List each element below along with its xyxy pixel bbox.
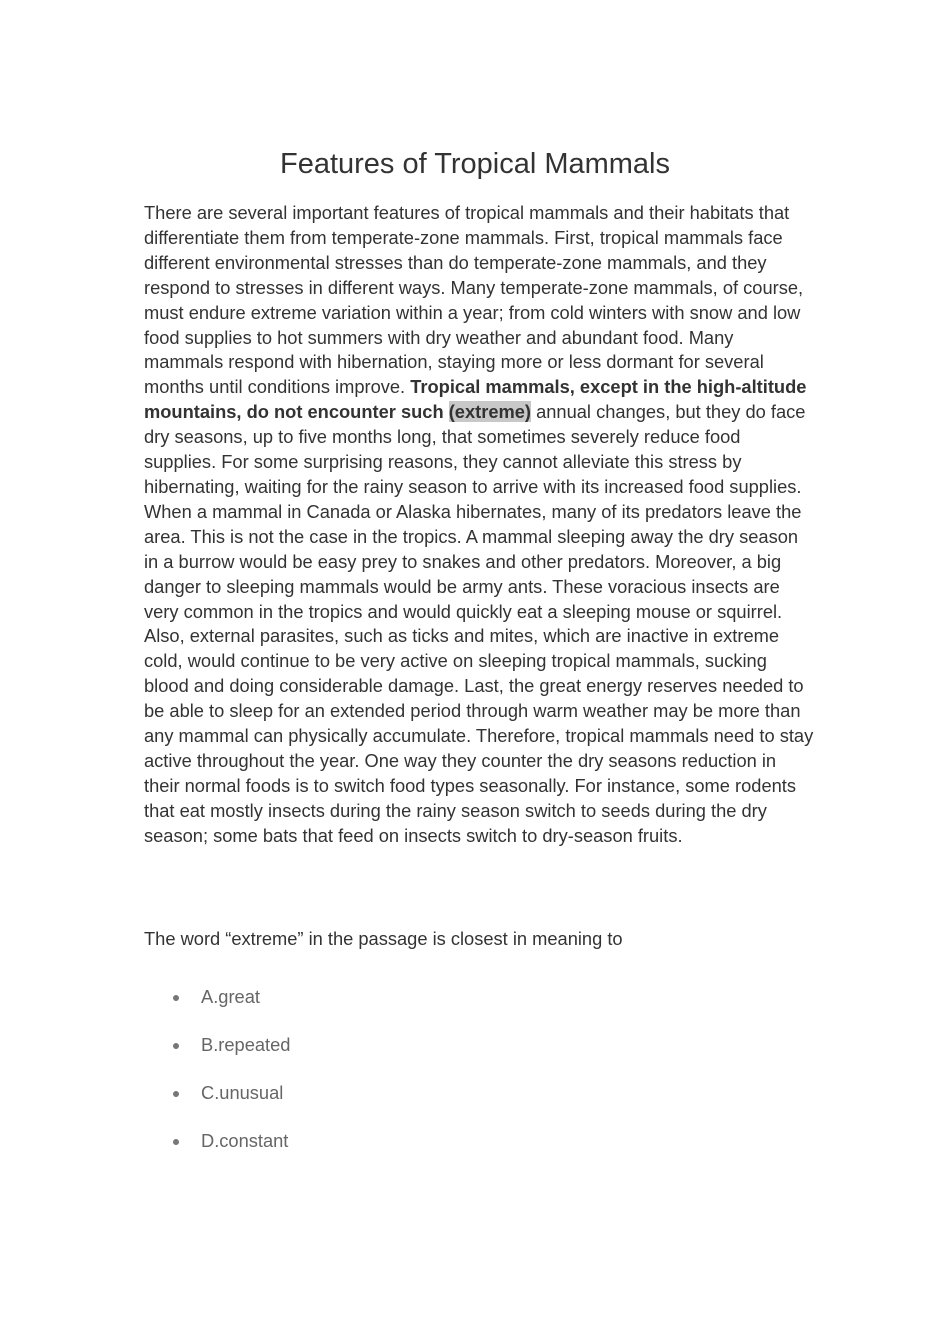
option-b[interactable] <box>0 1031 400 1061</box>
passage-text <box>144 201 816 849</box>
bullet-icon <box>173 1091 179 1097</box>
bullet-icon <box>173 995 179 1001</box>
passage-part-2: annual changes, but they do face dry seasons, up to five months long, that sometimes severely reduce food supplies. For some surprising reasons, they cannot alleviate this stress by hibernating, waiting for the rainy season to arrive with its increased food supplies. When a mammal in Canada or Alaska hibernates, many of its predators leave the area. This is not the case in the tropics. A mammal sleeping away the dry season in a burrow would be easy prey to snakes and other predators. Moreover, a big danger to sleeping mammals would be army ants. These voracious insects are very common in the tropics and would quickly eat a sleeping mouse or squirrel. Also, external parasites, such as ticks and mites, which are inactive in extreme cold, would continue to be very active on sleeping tropical mammals, sucking blood and doing considerable damage. Last, the great energy reserves needed to be able to sleep for an extended period through warm weather may be more than any mammal can physically accumulate. Therefore, tropical mammals need to stay active throughout the year. One way they counter the dry seasons reduction in their normal foods is to switch food types seasonally. For instance, some rodents that eat mostly insects during the rainy season switch to seeds during the dry season; some bats that feed on insects switch to dry-season fruits. <box>144 401 814 846</box>
option-label: A.great <box>201 986 260 1007</box>
option-label: B.repeated <box>201 1034 291 1055</box>
option-label: C.unusual <box>201 1082 284 1103</box>
question-text: The word “extreme” in the passage is closest in meaning to <box>144 928 623 949</box>
passage-part-1: There are several important features of tropical mammals and their habitats that differentiate them from temperate-zone mammals. First, tropical mammals face different environmental stresses than do temperate-zone mammals, and they respond to stresses in different ways. Many temperate-zone mammals, of course, must endure extreme variation within a year; from cold winters with snow and low food supplies to hot summers with dry weather and abundant food. Many mammals respond with hibernation, staying more or less dormant for several months until conditions improve. <box>144 202 804 398</box>
passage-bold-sentence: Tropical mammals, except in the high-altitude mountains, do not encounter such <box>144 376 807 423</box>
bullet-icon <box>173 1043 179 1049</box>
option-a[interactable] <box>0 983 400 1013</box>
option-d[interactable] <box>0 1127 400 1157</box>
option-c[interactable] <box>0 1079 400 1109</box>
bullet-icon <box>173 1139 179 1145</box>
page-title: Features of Tropical Mammals <box>279 148 670 180</box>
highlighted-word: (extreme) <box>448 401 532 423</box>
option-label: D.constant <box>201 1130 289 1151</box>
